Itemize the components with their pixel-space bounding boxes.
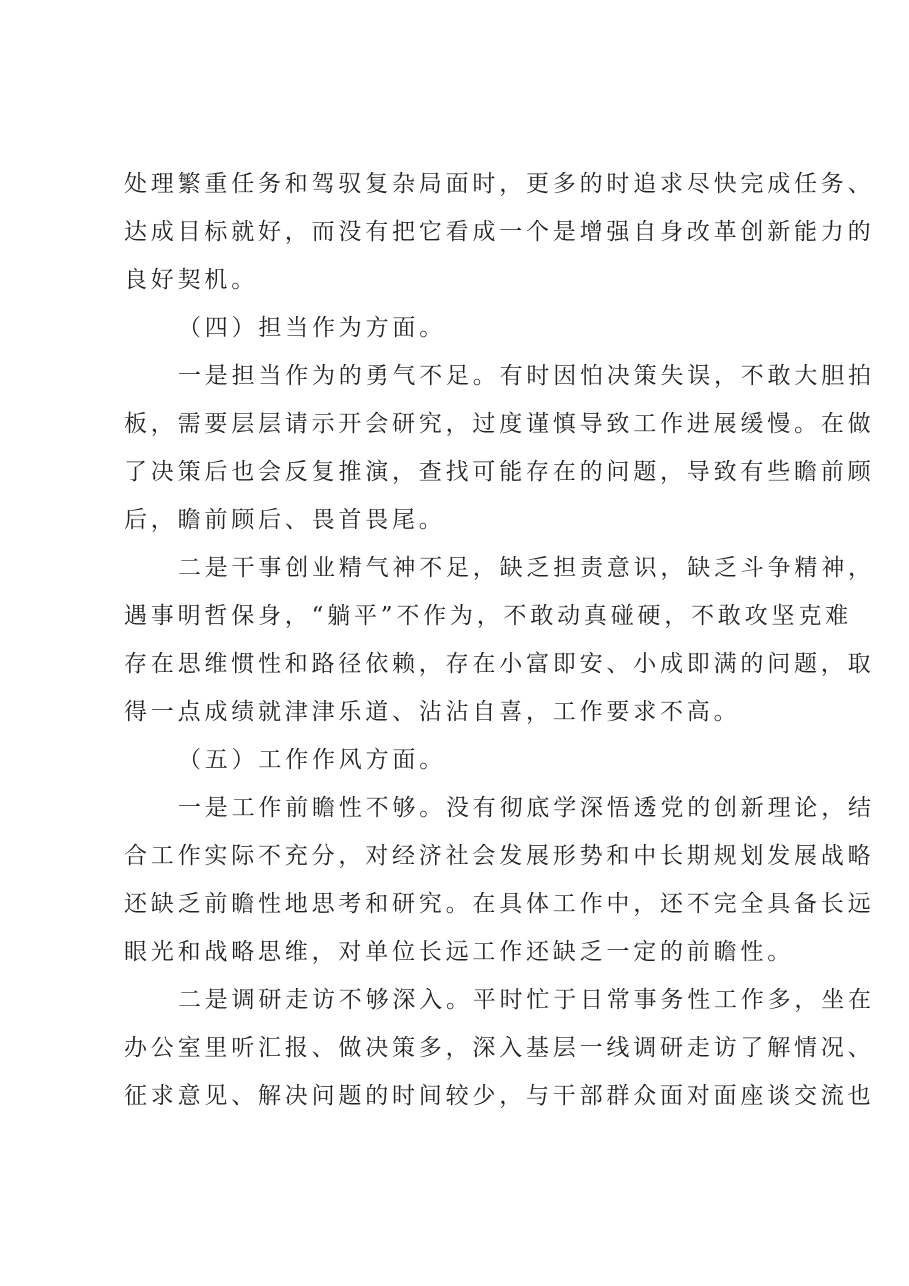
text-line: 还缺乏前瞻性地思考和研究。在具体工作中，还不完全具备长远	[124, 891, 875, 917]
text-line: 达成目标就好，而没有把它看成一个是增强自身改革创新能力的	[124, 219, 875, 245]
text-line: 眼光和战略思维，对单位长远工作还缺乏一定的前瞻性。	[124, 939, 794, 965]
paragraph	[124, 976, 875, 1120]
text-line: 良好契机。	[124, 267, 258, 293]
text-line: （四）担当作为方面。	[178, 315, 446, 341]
paragraph	[124, 784, 875, 976]
paragraph	[124, 544, 875, 736]
text-line: 后，瞻前顾后、畏首畏尾。	[124, 507, 446, 533]
text-line: 了决策后也会反复推演，查找可能存在的问题，导致有些瞻前顾	[124, 459, 875, 485]
paragraph	[124, 160, 875, 304]
text-line: 合工作实际不充分，对经济社会发展形势和中长期规划发展战略	[124, 843, 875, 869]
text-line: （五）工作作风方面。	[178, 747, 446, 773]
text-line: 二是干事创业精气神不足，缺乏担责意识，缺乏斗争精神，	[178, 555, 875, 581]
paragraph	[124, 736, 824, 784]
text-line: 征求意见、解决问题的时间较少，与干部群众面对面座谈交流也	[124, 1083, 875, 1109]
text-line: 遇事明哲保身，“躺平”不作为，不敢动真碰硬，不敢攻坚克难	[124, 603, 852, 629]
text-line: 板，需要层层请示开会研究，过度谨慎导致工作进展缓慢。在做	[124, 411, 875, 437]
text-line: 处理繁重任务和驾驭复杂局面时，更多的时追求尽快完成任务、	[124, 171, 875, 197]
paragraph	[124, 304, 824, 352]
text-line: 存在思维惯性和路径依赖，存在小富即安、小成即满的问题，取	[124, 651, 875, 677]
document-body	[124, 160, 875, 1120]
text-line: 一是担当作为的勇气不足。有时因怕决策失误，不敢大胆拍	[178, 363, 875, 389]
text-line: 得一点成绩就津津乐道、沾沾自喜，工作要求不高。	[124, 699, 741, 725]
paragraph	[124, 352, 875, 544]
text-line: 办公室里听汇报、做决策多，深入基层一线调研走访了解情况、	[124, 1035, 875, 1061]
text-line: 二是调研走访不够深入。平时忙于日常事务性工作多，坐在	[178, 987, 875, 1013]
text-line: 一是工作前瞻性不够。没有彻底学深悟透党的创新理论，结	[178, 795, 875, 821]
